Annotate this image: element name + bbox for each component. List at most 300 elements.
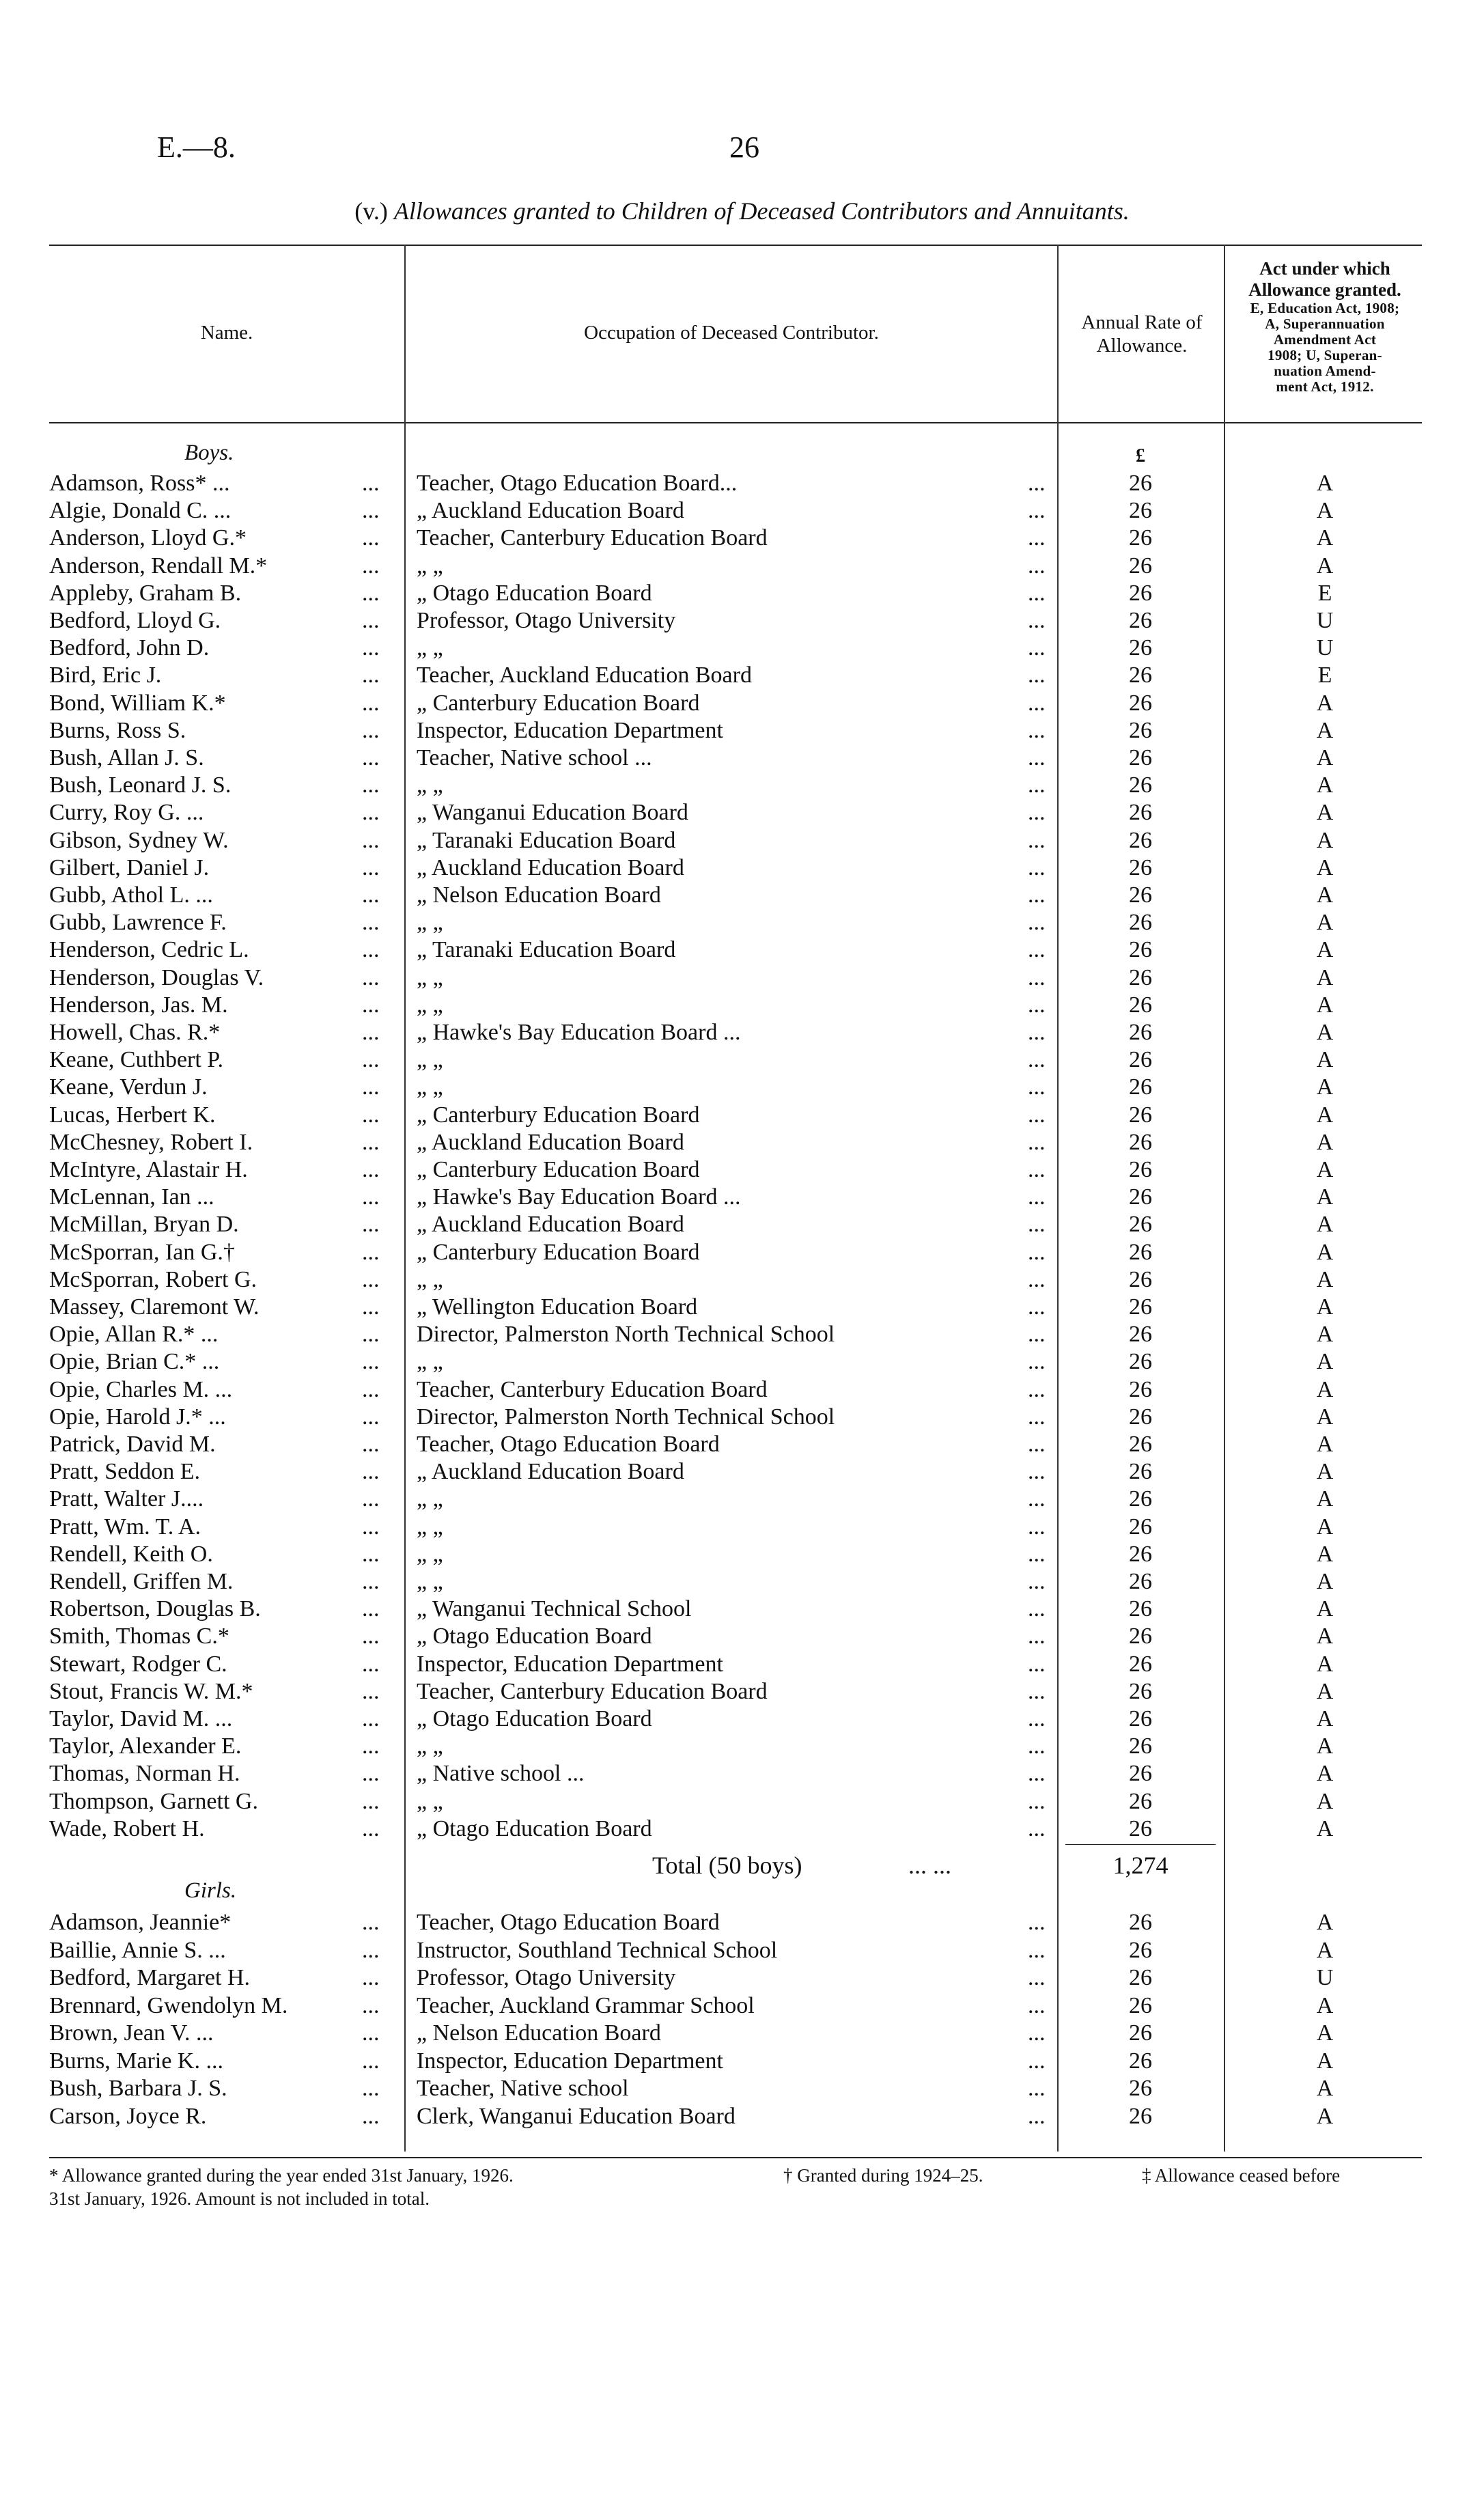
table-row [0, 1733, 1484, 1760]
occupation-cell: „ Otago Education Board [417, 1624, 652, 1649]
table-row [0, 964, 1484, 992]
name-leader: ... [362, 1074, 380, 1100]
table-row [0, 992, 1484, 1019]
act-cell: A [1316, 1624, 1334, 1649]
act-legend-line: A, Superannuation [1265, 316, 1385, 332]
total-value: 1,274 [1112, 1852, 1168, 1879]
table-row [0, 854, 1484, 882]
name-cell: Anderson, Lloyd G.* [49, 525, 247, 551]
occupation-cell: „ Canterbury Education Board [417, 690, 700, 716]
name-cell: Henderson, Douglas V. [49, 964, 264, 990]
occupation-leader: ... [1028, 2103, 1046, 2129]
table-row [0, 2103, 1484, 2130]
act-cell: A [1316, 1514, 1334, 1540]
name-leader: ... [362, 854, 380, 880]
occupation-leader: ... [1028, 1239, 1046, 1265]
act-cell: A [1316, 553, 1334, 579]
name-leader: ... [362, 1541, 380, 1567]
rate-cell: 26 [1129, 1651, 1152, 1677]
act-cell: A [1316, 745, 1334, 770]
occupation-leader: ... [1028, 1212, 1046, 1238]
table-row [0, 1937, 1484, 1964]
rate-cell: 26 [1129, 1047, 1152, 1073]
footnote-double-dagger-continued: 31st January, 1926. Amount is not included in total. [49, 2188, 430, 2209]
name-leader: ... [362, 937, 380, 963]
occupation-cell: Teacher, Canterbury Education Board [417, 1376, 768, 1402]
name-leader: ... [362, 1937, 380, 1963]
name-cell: Bond, William K.* [49, 690, 226, 716]
rate-cell: 26 [1129, 1788, 1152, 1814]
table-row [0, 1458, 1484, 1486]
name-cell: Burns, Marie K. ... [49, 2048, 223, 2074]
table-bottom-rule [49, 2157, 1422, 2158]
rate-cell: 26 [1129, 1102, 1152, 1128]
name-leader: ... [362, 1651, 380, 1677]
table-row [0, 580, 1484, 607]
name-leader: ... [362, 1349, 380, 1375]
name-cell: Robertson, Douglas B. [49, 1596, 261, 1622]
act-cell: A [1316, 1020, 1334, 1045]
occupation-cell: Teacher, Auckland Grammar School [417, 1992, 755, 2018]
occupation-cell: „ Native school ... [417, 1761, 585, 1787]
table-row [0, 525, 1484, 552]
name-leader: ... [362, 992, 380, 1018]
act-cell: A [1316, 2103, 1334, 2129]
name-cell: Carson, Joyce R. [49, 2103, 207, 2129]
column-header-occupation: Occupation of Deceased Contributor. [584, 322, 879, 344]
table-row [0, 1156, 1484, 1184]
occupation-cell: „ Nelson Education Board [417, 882, 661, 908]
occupation-leader: ... [1028, 1733, 1046, 1759]
name-leader: ... [362, 471, 380, 496]
occupation-cell: Inspector, Education Department [417, 2048, 723, 2074]
act-cell: A [1316, 964, 1334, 990]
act-cell: A [1316, 1651, 1334, 1677]
occupation-leader: ... [1028, 690, 1046, 716]
rate-cell: 26 [1129, 1486, 1152, 1512]
occupation-leader: ... [1028, 1404, 1046, 1430]
rate-cell: 26 [1129, 1761, 1152, 1787]
name-cell: Opie, Charles M. ... [49, 1376, 233, 1402]
occupation-leader: ... [1028, 1596, 1046, 1622]
footnote-dagger: † Granted during 1924–25. [783, 2165, 983, 2186]
act-legend-line: nuation Amend- [1274, 363, 1376, 379]
act-cell: A [1316, 717, 1334, 743]
name-leader: ... [362, 1788, 380, 1814]
rate-cell: 26 [1129, 1624, 1152, 1649]
act-legend-line: ment Act, 1912. [1276, 378, 1374, 395]
name-cell: Pratt, Wm. T. A. [49, 1514, 201, 1540]
rate-unit-symbol: £ [1136, 445, 1145, 466]
table-row [0, 1294, 1484, 1321]
occupation-leader: ... [1028, 1459, 1046, 1485]
occupation-leader: ... [1028, 525, 1046, 551]
occupation-cell: Teacher, Native school ... [417, 745, 652, 770]
table-row [0, 553, 1484, 580]
name-cell: McSporran, Robert G. [49, 1266, 257, 1292]
act-cell: A [1316, 772, 1334, 798]
table-row [0, 1184, 1484, 1211]
name-cell: Bush, Allan J. S. [49, 745, 204, 770]
occupation-cell: „ Wellington Education Board [417, 1294, 698, 1320]
name-cell: Smith, Thomas C.* [49, 1624, 229, 1649]
name-cell: Brennard, Gwendolyn M. [49, 1992, 288, 2018]
occupation-cell: „ Hawke's Bay Education Board ... [417, 1020, 741, 1045]
name-leader: ... [362, 2048, 380, 2074]
rate-cell: 26 [1129, 1322, 1152, 1348]
act-cell: A [1316, 1788, 1334, 1814]
occupation-cell: Teacher, Otago Education Board [417, 1910, 720, 1935]
occupation-cell: „ „ [417, 553, 443, 579]
name-leader: ... [362, 1459, 380, 1485]
act-cell: A [1316, 1184, 1334, 1210]
act-legend [1229, 301, 1420, 395]
name-cell: McMillan, Bryan D. [49, 1212, 239, 1238]
act-cell: A [1316, 1212, 1334, 1238]
name-leader: ... [362, 1184, 380, 1210]
table-row [0, 497, 1484, 525]
name-cell: Gubb, Athol L. ... [49, 882, 213, 908]
occupation-cell: „ Canterbury Education Board [417, 1102, 700, 1128]
table-row [0, 2075, 1484, 2102]
occupation-cell: „ Auckland Education Board [417, 1459, 684, 1485]
report-reference: E.—8. [157, 130, 236, 164]
occupation-leader: ... [1028, 1761, 1046, 1787]
rate-cell: 26 [1129, 745, 1152, 770]
name-leader: ... [362, 1706, 380, 1731]
rate-cell: 26 [1129, 2103, 1152, 2129]
act-cell: A [1316, 498, 1334, 524]
act-cell: A [1316, 2048, 1334, 2074]
rate-cell: 26 [1129, 1459, 1152, 1485]
rate-cell: 26 [1129, 1349, 1152, 1375]
act-cell: A [1316, 827, 1334, 853]
rate-cell: 26 [1129, 1678, 1152, 1704]
name-cell: Thomas, Norman H. [49, 1761, 240, 1787]
table-row [0, 1788, 1484, 1815]
rate-cell: 26 [1129, 882, 1152, 908]
name-cell: McSporran, Ian G.† [49, 1239, 235, 1265]
name-leader: ... [362, 1432, 380, 1457]
table-row [0, 1376, 1484, 1404]
occupation-leader: ... [1028, 1514, 1046, 1540]
table-top-rule [49, 245, 1422, 246]
act-cell: A [1316, 1596, 1334, 1622]
occupation-cell: „ Taranaki Education Board [417, 937, 676, 963]
name-leader: ... [362, 1733, 380, 1759]
name-cell: Adamson, Ross* ... [49, 471, 230, 496]
occupation-cell: „ „ [417, 635, 443, 661]
act-header-line-2: Allowance granted. [1248, 279, 1401, 300]
table-row [0, 1486, 1484, 1513]
occupation-leader: ... [1028, 992, 1046, 1018]
name-cell: Bush, Barbara J. S. [49, 2076, 227, 2101]
occupation-cell: „ Wanganui Technical School [417, 1596, 692, 1622]
table-row [0, 1074, 1484, 1101]
occupation-leader: ... [1028, 663, 1046, 688]
rate-cell: 26 [1129, 2048, 1152, 2074]
act-cell: A [1316, 1376, 1334, 1402]
name-cell: McIntyre, Alastair H. [49, 1157, 248, 1182]
table-row [0, 882, 1484, 909]
occupation-cell: „ „ [417, 1788, 443, 1814]
table-row [0, 2048, 1484, 2075]
table-row [0, 1596, 1484, 1623]
name-leader: ... [362, 2076, 380, 2101]
occupation-leader: ... [1028, 1569, 1046, 1594]
occupation-leader: ... [1028, 827, 1046, 853]
occupation-cell: „ Auckland Education Board [417, 1212, 684, 1238]
name-cell: Opie, Brian C.* ... [49, 1349, 220, 1375]
rate-cell: 26 [1129, 854, 1152, 880]
name-leader: ... [362, 1102, 380, 1128]
name-cell: Wade, Robert H. [49, 1815, 205, 1841]
occupation-cell: Teacher, Otago Education Board [417, 1432, 720, 1457]
occupation-leader: ... [1028, 1157, 1046, 1182]
occupation-leader: ... [1028, 1294, 1046, 1320]
name-leader: ... [362, 800, 380, 826]
occupation-cell: „ „ [417, 992, 443, 1018]
act-cell: A [1316, 800, 1334, 826]
name-leader: ... [362, 580, 380, 606]
table-row [0, 690, 1484, 717]
occupation-cell: „ Nelson Education Board [417, 2020, 661, 2046]
occupation-leader: ... [1028, 1102, 1046, 1128]
act-cell: A [1316, 882, 1334, 908]
occupation-leader: ... [1028, 1349, 1046, 1375]
occupation-cell: „ „ [417, 910, 443, 936]
name-cell: Massey, Claremont W. [49, 1294, 260, 1320]
column-header-act [1229, 258, 1420, 395]
occupation-cell: Teacher, Canterbury Education Board [417, 525, 768, 551]
footnote-star: * Allowance granted during the year ended 31st January, 1926. [49, 2165, 514, 2186]
name-cell: McChesney, Robert I. [49, 1129, 253, 1155]
rate-cell: 26 [1129, 1910, 1152, 1935]
act-cell: A [1316, 1910, 1334, 1935]
act-cell: A [1316, 1733, 1334, 1759]
rate-cell: 26 [1129, 1157, 1152, 1182]
occupation-leader: ... [1028, 1992, 1046, 2018]
act-legend-line: 1908; U, Superan- [1268, 347, 1382, 363]
name-cell: Keane, Verdun J. [49, 1074, 208, 1100]
table-row [0, 1514, 1484, 1541]
table-row [0, 1992, 1484, 2020]
act-cell: A [1316, 1459, 1334, 1485]
act-cell: A [1316, 1404, 1334, 1430]
occupation-leader: ... [1028, 1624, 1046, 1649]
occupation-leader: ... [1028, 1322, 1046, 1348]
act-cell: A [1316, 1569, 1334, 1594]
act-cell: A [1316, 937, 1334, 963]
total-leader: ... ... [908, 1852, 951, 1879]
name-cell: Baillie, Annie S. ... [49, 1937, 226, 1963]
name-cell: Appleby, Graham B. [49, 580, 242, 606]
name-leader: ... [362, 1129, 380, 1155]
act-cell: A [1316, 992, 1334, 1018]
occupation-cell: Professor, Otago University [417, 1965, 676, 1990]
name-cell: Gibson, Sydney W. [49, 827, 229, 853]
table-row [0, 1678, 1484, 1705]
footnote-double-dagger: ‡ Allowance ceased before [1142, 2165, 1341, 2186]
name-cell: Algie, Donald C. ... [49, 498, 232, 524]
act-cell: A [1316, 1322, 1334, 1348]
name-leader: ... [362, 2103, 380, 2129]
name-leader: ... [362, 1596, 380, 1622]
name-cell: Bedford, Lloyd G. [49, 608, 221, 633]
occupation-leader: ... [1028, 1020, 1046, 1045]
table-header-rule [49, 422, 1422, 423]
occupation-leader: ... [1028, 553, 1046, 579]
rate-cell: 26 [1129, 1376, 1152, 1402]
name-leader: ... [362, 1992, 380, 2018]
name-leader: ... [362, 1239, 380, 1265]
name-leader: ... [362, 717, 380, 743]
name-cell: Rendell, Griffen M. [49, 1569, 234, 1594]
table-row [0, 909, 1484, 936]
rate-cell: 26 [1129, 964, 1152, 990]
occupation-leader: ... [1028, 1047, 1046, 1073]
name-cell: Gubb, Lawrence F. [49, 910, 227, 936]
name-leader: ... [362, 635, 380, 661]
name-leader: ... [362, 882, 380, 908]
act-legend-line: E, Education Act, 1908; [1250, 300, 1400, 316]
occupation-leader: ... [1028, 608, 1046, 633]
occupation-leader: ... [1028, 635, 1046, 661]
occupation-leader: ... [1028, 854, 1046, 880]
name-leader: ... [362, 827, 380, 853]
girls-section-label: Girls. [184, 1878, 237, 1903]
rate-cell: 26 [1129, 1184, 1152, 1210]
act-cell: A [1316, 1541, 1334, 1567]
table-row [0, 1964, 1484, 1992]
rate-cell: 26 [1129, 1020, 1152, 1045]
name-leader: ... [362, 608, 380, 633]
occupation-leader: ... [1028, 1541, 1046, 1567]
rate-cell: 26 [1129, 498, 1152, 524]
table-row [0, 744, 1484, 772]
act-cell: A [1316, 1937, 1334, 1963]
occupation-leader: ... [1028, 498, 1046, 524]
name-cell: Henderson, Cedric L. [49, 937, 249, 963]
occupation-leader: ... [1028, 1910, 1046, 1935]
occupation-cell: Teacher, Otago Education Board... [417, 471, 738, 496]
occupation-cell: Director, Palmerston North Technical School [417, 1404, 835, 1430]
occupation-cell: „ „ [417, 1349, 443, 1375]
occupation-cell: „ Taranaki Education Board [417, 827, 676, 853]
name-cell: Adamson, Jeannie* [49, 1910, 232, 1935]
act-cell: A [1316, 854, 1334, 880]
act-cell: E [1317, 663, 1332, 688]
rate-cell: 26 [1129, 827, 1152, 853]
rate-cell: 26 [1129, 992, 1152, 1018]
occupation-leader: ... [1028, 2020, 1046, 2046]
rate-cell: 26 [1129, 635, 1152, 661]
name-leader: ... [362, 910, 380, 936]
occupation-leader: ... [1028, 772, 1046, 798]
act-cell: A [1316, 1294, 1334, 1320]
table-row [0, 1705, 1484, 1733]
name-cell: Burns, Ross S. [49, 717, 186, 743]
table-row [0, 1404, 1484, 1431]
name-leader: ... [362, 525, 380, 551]
rate-cell: 26 [1129, 910, 1152, 936]
name-cell: Patrick, David M. [49, 1432, 216, 1457]
name-cell: Bird, Eric J. [49, 663, 162, 688]
rate-cell: 26 [1129, 1129, 1152, 1155]
rate-cell: 26 [1129, 937, 1152, 963]
rate-cell: 26 [1129, 1432, 1152, 1457]
occupation-cell: „ „ [417, 964, 443, 990]
name-leader: ... [362, 1212, 380, 1238]
name-cell: Opie, Harold J.* ... [49, 1404, 226, 1430]
rate-cell: 26 [1129, 2020, 1152, 2046]
boys-section-label: Boys. [184, 441, 234, 465]
name-cell: Thompson, Garnett G. [49, 1788, 258, 1814]
act-cell: A [1316, 1349, 1334, 1375]
occupation-cell: Inspector, Education Department [417, 717, 723, 743]
name-leader: ... [362, 1965, 380, 1990]
occupation-cell: Teacher, Canterbury Education Board [417, 1678, 768, 1704]
table-row [0, 772, 1484, 799]
table-row [0, 1623, 1484, 1650]
name-cell: Rendell, Keith O. [49, 1541, 213, 1567]
act-cell: A [1316, 1432, 1334, 1457]
table-row [0, 2020, 1484, 2047]
occupation-leader: ... [1028, 1129, 1046, 1155]
rate-cell: 26 [1129, 1569, 1152, 1594]
occupation-leader: ... [1028, 471, 1046, 496]
table-row [0, 662, 1484, 689]
rate-cell: 26 [1129, 1992, 1152, 2018]
rate-cell: 26 [1129, 800, 1152, 826]
name-leader: ... [362, 1294, 380, 1320]
occupation-cell: Director, Palmerston North Technical School [417, 1322, 835, 1348]
act-cell: A [1316, 1239, 1334, 1265]
rate-cell: 26 [1129, 525, 1152, 551]
rate-cell: 26 [1129, 608, 1152, 633]
occupation-cell: „ Canterbury Education Board [417, 1239, 700, 1265]
name-cell: Opie, Allan R.* ... [49, 1322, 219, 1348]
column-header-name: Name. [200, 322, 253, 344]
act-cell: A [1316, 1074, 1334, 1100]
name-leader: ... [362, 772, 380, 798]
name-leader: ... [362, 1514, 380, 1540]
name-cell: Curry, Roy G. ... [49, 800, 204, 826]
occupation-cell: „ „ [417, 1266, 443, 1292]
occupation-cell: „ Canterbury Education Board [417, 1157, 700, 1182]
name-leader: ... [362, 1910, 380, 1935]
occupation-leader: ... [1028, 964, 1046, 990]
name-cell: Stout, Francis W. M.* [49, 1678, 253, 1704]
name-leader: ... [362, 745, 380, 770]
table-row [0, 1431, 1484, 1458]
occupation-cell: Teacher, Native school [417, 2076, 629, 2101]
name-leader: ... [362, 663, 380, 688]
act-cell: A [1316, 2020, 1334, 2046]
occupation-cell: „ Otago Education Board [417, 580, 652, 606]
rate-cell: 26 [1129, 1596, 1152, 1622]
rate-cell: 26 [1129, 690, 1152, 716]
rate-header-line-1: Annual Rate of [1081, 311, 1203, 333]
name-cell: Bedford, John D. [49, 635, 210, 661]
table-caption [0, 197, 1484, 225]
table-row [0, 1760, 1484, 1787]
rate-cell: 26 [1129, 1266, 1152, 1292]
occupation-leader: ... [1028, 1788, 1046, 1814]
name-cell: McLennan, Ian ... [49, 1184, 214, 1210]
table-row [0, 827, 1484, 854]
table-row [0, 1321, 1484, 1348]
